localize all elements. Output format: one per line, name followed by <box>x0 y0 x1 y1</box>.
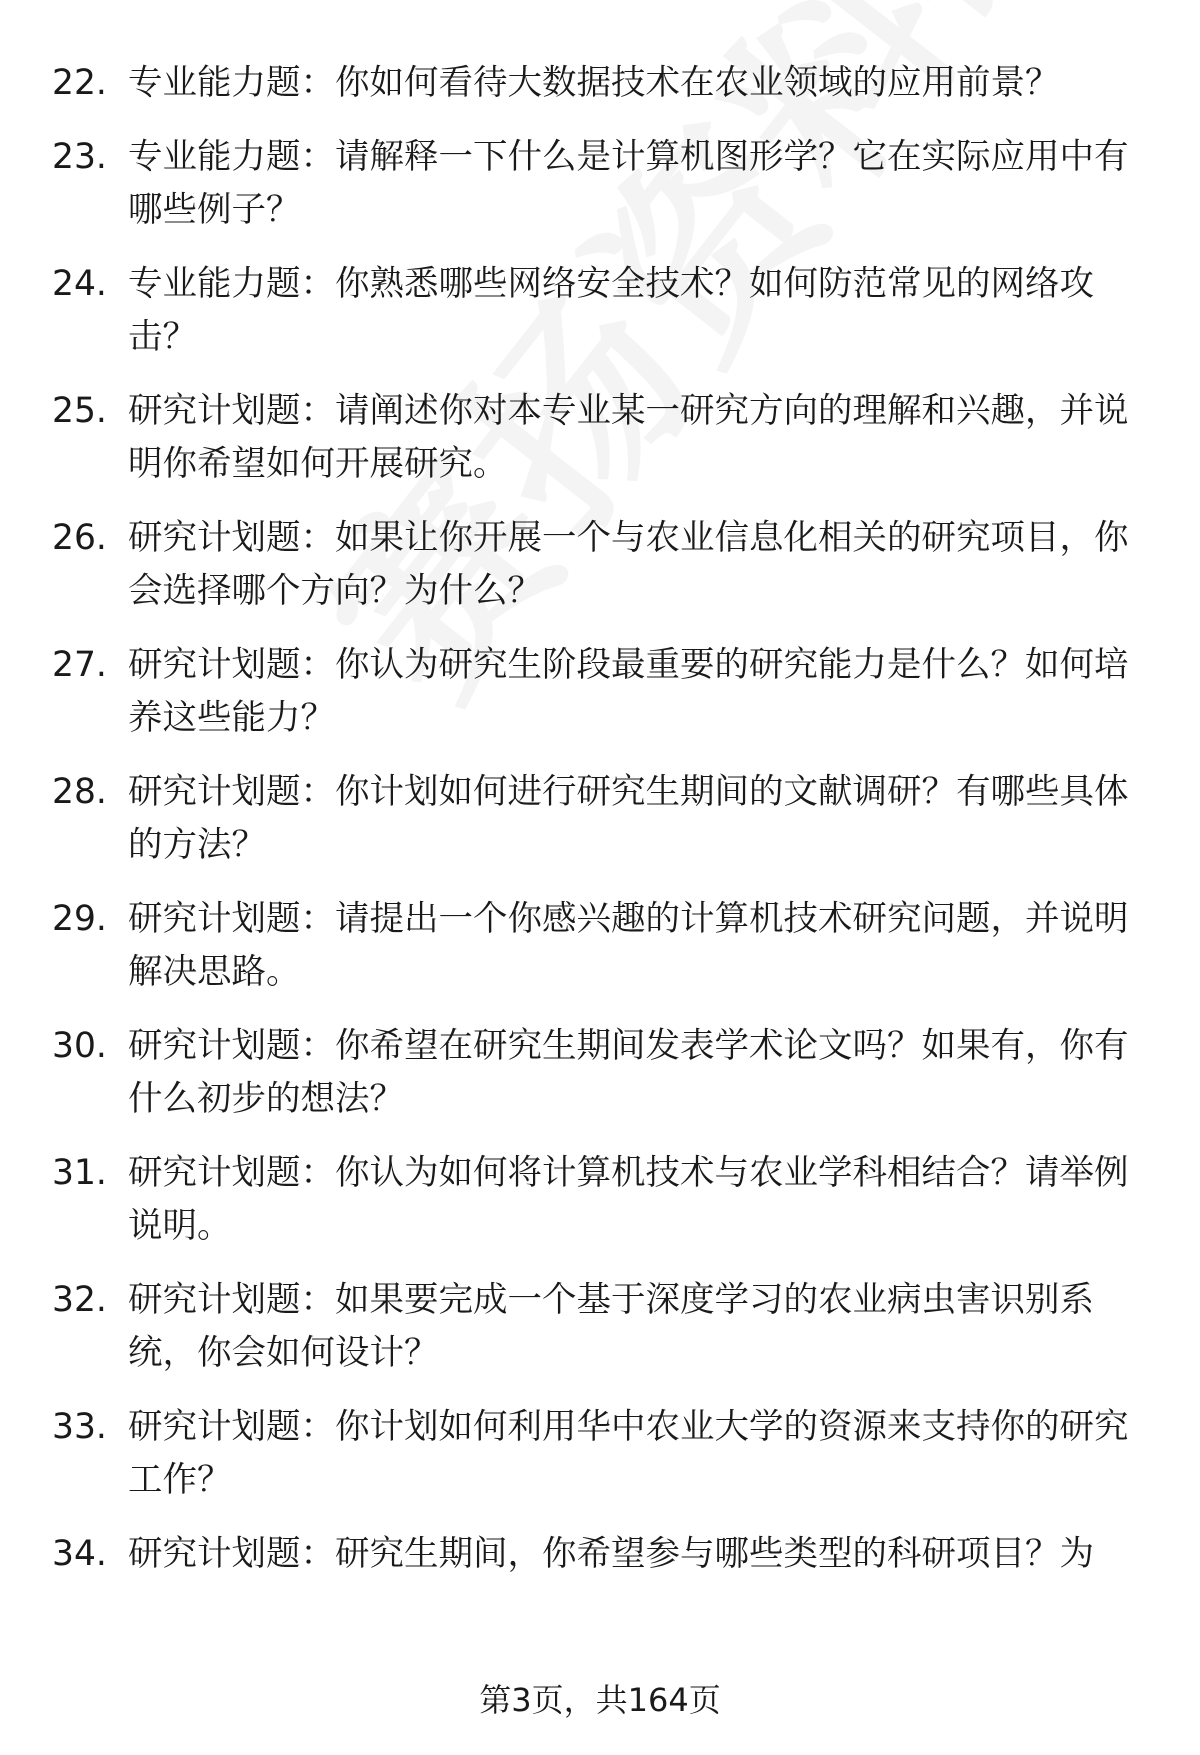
list-item <box>0 1147 1148 1253</box>
question-list <box>0 57 1200 1602</box>
question-number: 33. <box>52 1407 107 1447</box>
question-text: 研究计划题：请阐述你对本专业某一研究方向的理解和兴趣，并说明你希望如何开展研究。 <box>128 391 1129 484</box>
question-text: 研究计划题：如果要完成一个基于深度学习的农业病虫害识别系统，你会如何设计？ <box>128 1280 1094 1373</box>
question-text: 研究计划题：你认为研究生阶段最重要的研究能力是什么？如何培养这些能力？ <box>128 645 1129 738</box>
list-item <box>0 512 1148 618</box>
list-item <box>0 1401 1148 1507</box>
list-item <box>0 131 1148 237</box>
question-text: 研究计划题：你计划如何进行研究生期间的文献调研？有哪些具体的方法？ <box>128 772 1129 865</box>
question-number: 25. <box>52 391 107 431</box>
question-text: 研究计划题：你计划如何利用华中农业大学的资源来支持你的研究工作？ <box>128 1407 1129 1500</box>
question-number: 26. <box>52 518 107 558</box>
list-item <box>0 766 1148 872</box>
list-item <box>0 1274 1148 1380</box>
question-number: 27. <box>52 645 107 685</box>
question-number: 28. <box>52 772 107 812</box>
list-item <box>0 1020 1148 1126</box>
question-text: 专业能力题：你如何看待大数据技术在农业领域的应用前景？ <box>128 63 1060 103</box>
list-item <box>0 57 1148 110</box>
question-number: 29. <box>52 899 107 939</box>
list-item <box>0 258 1148 364</box>
question-text: 研究计划题：请提出一个你感兴趣的计算机技术研究问题，并说明解决思路。 <box>128 899 1129 992</box>
question-number: 31. <box>52 1153 107 1193</box>
question-text: 研究计划题：研究生期间，你希望参与哪些类型的科研项目？为 <box>128 1534 1094 1574</box>
question-number: 24. <box>52 264 107 304</box>
question-text: 专业能力题：你熟悉哪些网络安全技术？如何防范常见的网络攻击？ <box>128 264 1094 357</box>
question-number: 22. <box>52 63 107 103</box>
question-number: 30. <box>52 1026 107 1066</box>
list-item <box>0 1528 1148 1581</box>
list-item <box>0 639 1148 745</box>
question-number: 34. <box>52 1534 107 1574</box>
question-number: 23. <box>52 137 107 177</box>
question-text: 专业能力题：请解释一下什么是计算机图形学？它在实际应用中有哪些例子？ <box>128 137 1129 230</box>
question-number: 32. <box>52 1280 107 1320</box>
question-text: 研究计划题：如果让你开展一个与农业信息化相关的研究项目，你会选择哪个方向？为什么？ <box>128 518 1129 611</box>
page-number-footer: 第3页，共164页 <box>479 1681 721 1719</box>
question-text: 研究计划题：你希望在研究生期间发表学术论文吗？如果有，你有什么初步的想法？ <box>128 1026 1129 1119</box>
list-item <box>0 385 1148 491</box>
list-item <box>0 893 1148 999</box>
question-text: 研究计划题：你认为如何将计算机技术与农业学科相结合？请举例说明。 <box>128 1153 1129 1246</box>
